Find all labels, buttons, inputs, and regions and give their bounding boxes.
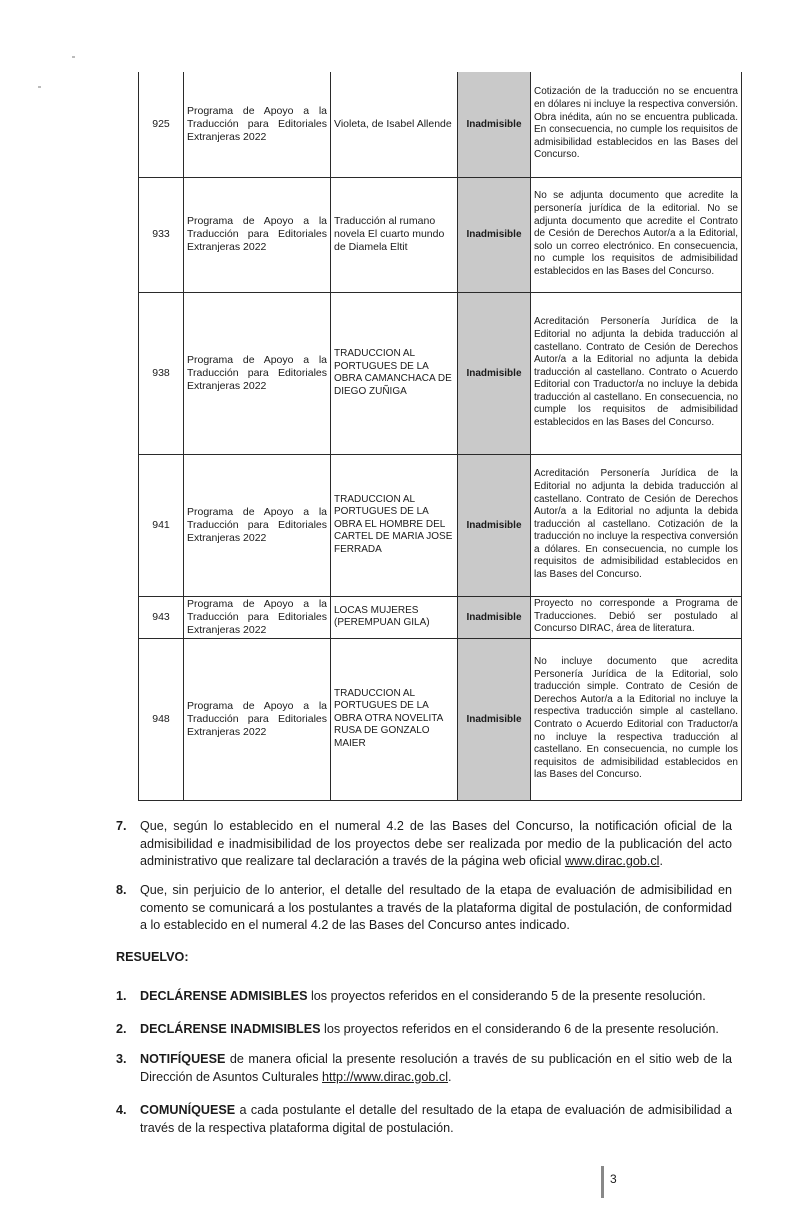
result-cell: Inadmisible: [458, 292, 531, 454]
observation-cell: Acreditación Personería Jurídica de la Editorial no adjunta la debida traducción al castellano. Contrato de Cesión de Derechos Autor/a a la Editorial no adjunta la debida traducción al castellano. Contrato o Acuerdo Editorial con Traductor/a no incluye la debida traducción al castellano. En consecuencia, no cumple los requisitos de admisibilidad establecidos en las Bases del Concurso.: [531, 292, 742, 454]
observation-cell: No incluye documento que acredita Personería Jurídica de la Editorial, solo traducción simple. Contrato de Cesión de Derechos Autor/a a la Editorial no incluye la respectiva traducción simple al castellano. Contrato o Acuerdo Editorial con Traductor/a no incluye la respectiva traducción al castellano. En consecuencia, no cumple los requisitos de admisibilidad establecidos en las Bases del Concurso.: [531, 638, 742, 800]
folio-cell: 948: [139, 638, 184, 800]
item-body: los proyectos referidos en el considerando 5 de la presente resolución.: [307, 989, 706, 1003]
table-row: [139, 454, 742, 596]
resuelvo-heading: RESUELVO:: [116, 950, 189, 964]
item-number: 4.: [116, 1103, 127, 1117]
work-cell: TRADUCCION AL PORTUGUES DE LA OBRA EL HOMBRE DEL CARTEL DE MARIA JOSE FERRADA: [331, 454, 458, 596]
result-cell: Inadmisible: [458, 72, 531, 177]
program-cell: Programa de Apoyo a la Traducción para Editoriales Extranjeras 2022: [184, 72, 331, 177]
folio-cell: 933: [139, 177, 184, 292]
item-verb: NOTIFÍQUESE: [140, 1052, 226, 1066]
work-cell: TRADUCCION AL PORTUGUES DE LA OBRA OTRA NOVELITA RUSA DE GONZALO MAIER: [331, 638, 458, 800]
paragraph-text: [140, 818, 732, 871]
paragraph-number: 7.: [116, 819, 127, 833]
paragraph-end: .: [659, 854, 663, 869]
result-cell: Inadmisible: [458, 454, 531, 596]
dirac-url-link[interactable]: http://www.dirac.gob.cl: [322, 1069, 449, 1084]
observation-cell: Proyecto no corresponde a Programa de Traducciones. Debió ser postulado al Concurso DIRAC, área de literatura.: [531, 596, 742, 638]
item-verb: COMUNÍQUESE: [140, 1103, 236, 1117]
work-cell: Traducción al rumano novela El cuarto mundo de Diamela Eltit: [331, 177, 458, 292]
work-cell: LOCAS MUJERES (PEREMPUAN GILA): [331, 596, 458, 638]
folio-cell: 943: [139, 596, 184, 638]
page-number-divider: [601, 1166, 604, 1198]
inadmissible-projects-table: [138, 72, 742, 801]
item-number: 3.: [116, 1052, 127, 1066]
folio-cell: 941: [139, 454, 184, 596]
observation-cell: Cotización de la traducción no se encuentra en dólares ni incluye la respectiva conversión. Obra inédita, aún no se encuentra publicada. En consecuencia, no cumple los requisitos de admisibilidad establecidos en las Bases del Concurso.: [531, 72, 742, 177]
table-row: [139, 638, 742, 800]
table-row: [139, 596, 742, 638]
program-cell: Programa de Apoyo a la Traducción para Editoriales Extranjeras 2022: [184, 292, 331, 454]
dirac-website-link[interactable]: www.dirac.gob.cl: [564, 854, 660, 869]
item-body: a cada postulante el detalle del resultado de la etapa de evaluación de admisibilidad a través de la respectiva plataforma digital de postulación.: [140, 1103, 732, 1135]
result-cell: Inadmisible: [458, 638, 531, 800]
program-cell: Programa de Apoyo a la Traducción para Editoriales Extranjeras 2022: [184, 596, 331, 638]
scan-speck: [38, 86, 41, 88]
program-cell: Programa de Apoyo a la Traducción para Editoriales Extranjeras 2022: [184, 638, 331, 800]
resolution-item-1: [116, 988, 732, 1006]
work-cell: Violeta, de Isabel Allende: [331, 72, 458, 177]
paragraph-body: Que, según lo establecido en el numeral 4.2 de las Bases del Concurso, la notificación oficial de la admisibilidad e inadmisibilidad de los proyectos debe ser realizada por medio de la publicación del acto administrativo que realizare tal declaración a través de la página web oficial: [140, 819, 732, 869]
resolution-item-4: [116, 1102, 732, 1137]
observation-cell: Acreditación Personería Jurídica de la Editorial no adjunta la debida traducción al castellano. Contrato de Cesión de Derechos Autor/a a la Editorial no adjunta la debida traducción al castellano. Cotización de la traducción no incluye la respectiva conversión a dólares. En consecuencia, no cumple los requisitos de admisibilidad establecidos en las Bases del Concurso.: [531, 454, 742, 596]
item-text: [140, 1021, 732, 1039]
item-number: 1.: [116, 989, 127, 1003]
paragraph-number: 8.: [116, 883, 127, 897]
result-cell: Inadmisible: [458, 177, 531, 292]
considerando-7: [116, 818, 732, 871]
item-body: los proyectos referidos en el considerando 6 de la presente resolución.: [320, 1022, 719, 1036]
table-row: [139, 72, 742, 177]
table-row: [139, 177, 742, 292]
item-end: .: [448, 1069, 452, 1084]
item-text: [140, 988, 732, 1006]
item-body: de manera oficial la presente resolución a través de su publicación en el sitio web de la Dirección de Asuntos Culturales: [140, 1052, 732, 1084]
resolution-item-3: [116, 1051, 732, 1086]
paragraph-text: Que, sin perjuicio de lo anterior, el detalle del resultado de la etapa de evaluación de admisibilidad en comento se comunicará a los postulantes a través de la plataforma digital de postulación, de conformidad a lo establecido en el numeral 4.2 de las Bases del Concurso antes indicado.: [140, 883, 732, 933]
folio-cell: 938: [139, 292, 184, 454]
item-text: [140, 1102, 732, 1137]
observation-cell: No se adjunta documento que acredite la personería jurídica de la editorial. No se adjunta documento que acredite el Contrato de Cesión de Derechos Autor/a a la Editorial, solo un correo electrónico. En consecuencia, no cumple los requisitos de admisibilidad establecidos en las Bases del Concurso.: [531, 177, 742, 292]
item-verb: DECLÁRENSE ADMISIBLES: [140, 989, 308, 1003]
item-number: 2.: [116, 1022, 127, 1036]
scan-speck: [72, 56, 75, 58]
considerando-8: [116, 882, 732, 935]
page-number: 3: [610, 1172, 617, 1186]
program-cell: Programa de Apoyo a la Traducción para Editoriales Extranjeras 2022: [184, 454, 331, 596]
resolution-item-2: [116, 1021, 732, 1039]
item-text: [140, 1051, 732, 1086]
work-cell: TRADUCCION AL PORTUGUES DE LA OBRA CAMANCHACA DE DIEGO ZUÑIGA: [331, 292, 458, 454]
item-verb: DECLÁRENSE INADMISIBLES: [140, 1022, 321, 1036]
result-cell: Inadmisible: [458, 596, 531, 638]
folio-cell: 925: [139, 72, 184, 177]
program-cell: Programa de Apoyo a la Traducción para Editoriales Extranjeras 2022: [184, 177, 331, 292]
table-row: [139, 292, 742, 454]
